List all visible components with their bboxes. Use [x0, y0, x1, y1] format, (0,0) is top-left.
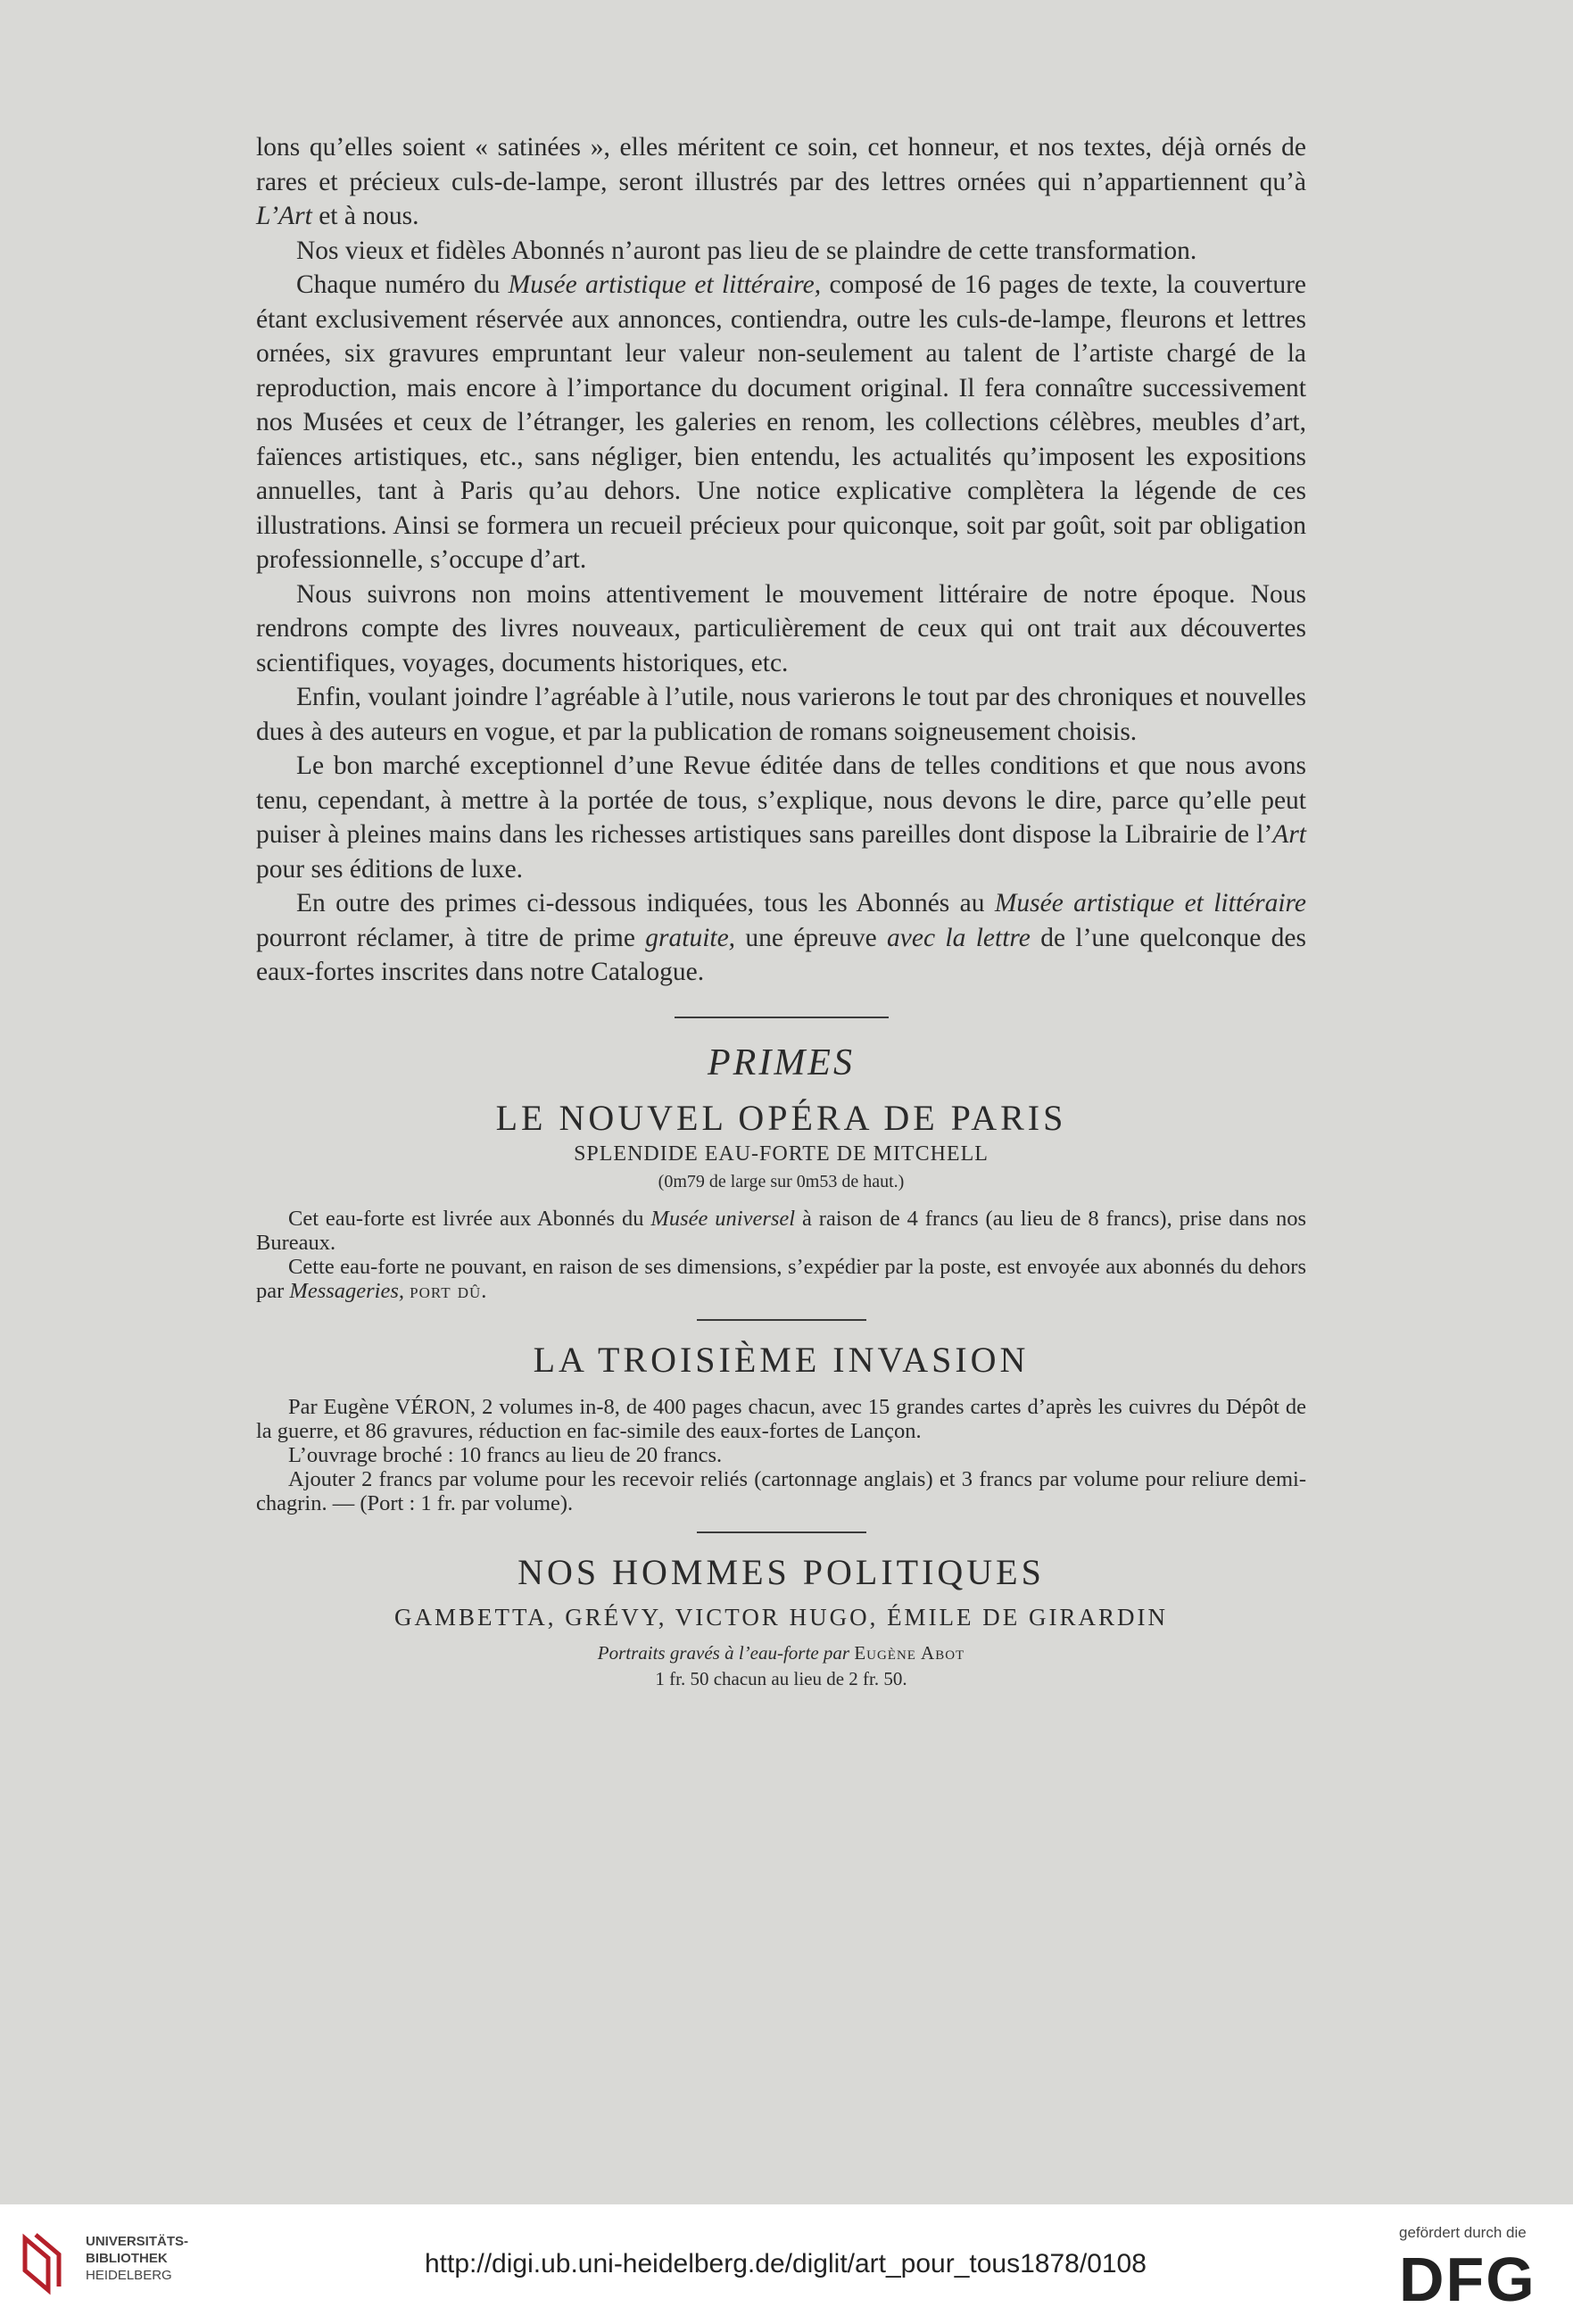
paragraph-5: Enfin, voulant joindre l’agréable à l’utile, nous varierons le tout par des chroniques et nouvelles dues à des auteurs en vogue, et par la publication de romans soigneusement choisis. [256, 683, 1306, 746]
dfg-logo: DFG [1399, 2245, 1536, 2314]
paragraph-3: Chaque numéro du Musée artistique et littéraire, composé de 16 pages de texte, la couverture étant exclusivement réservée aux annonces, contiendra, outre les culs-de-lampe, fleurons et lettres ornées, six gravures empruntant leur valeur non-seulement au talent de l’artiste chargé de la reproduction, mais encore à l’importance du document original. Il fera connaître successivement nos Musées et ceux de l’étranger, les galeries en renom, les collections célèbres, meubles d’art, faïences artistiques, etc., sans négliger, bien entendu, les actualités qu’imposent les expositions annuelles, tant à Paris qu’au dehors. Une notice explicative complètera la légende de ces illustrations. Ainsi se formera un recueil précieux pour quiconque, soit par goût, soit par obligation professionnelle, s’occupe d’art. [256, 270, 1306, 574]
italic-lart: L’Art [256, 202, 312, 230]
hommes-title: NOS HOMMES POLITIQUES [517, 1551, 1045, 1592]
divider [697, 1531, 866, 1533]
politicians-names: GAMBETTA, GRÉVY, VICTOR HUGO, ÉMILE DE GIRARDIN [393, 1603, 1169, 1631]
paragraph-6: Le bon marché exceptionnel d’une Revue éditée dans de telles conditions et que nous avons tenu, cependant, à mettre à la portée de tous, s’explique, nous devons le dire, parce qu’elle peut puiser à pleines mains dans les richesses artistiques sans pareilles dont dispose la Librairie de l’Art pour ses éditions de luxe. [256, 751, 1306, 884]
invasion-paragraph-1: Par Eugène VÉRON, 2 volumes in-8, de 400 pages chacun, avec 15 grandes cartes d’après les cuivres du Dépôt de la guerre, et 86 gravures, réduction en fac-simile des eaux-fortes de Lançon. [256, 1394, 1306, 1443]
paragraph-7: En outre des primes ci-dessous indiquées, tous les Abonnés au Musée artistique et littéraire pourront réclamer, à titre de prime gratuite, une épreuve avec la lettre de l’une quelconque des eaux-fortes inscrites dans notre Catalogue. [256, 889, 1307, 986]
source-url-link[interactable]: http://digi.ub.uni-heidelberg.de/diglit/art_pour_tous1878/0108 [425, 2249, 1147, 2278]
divider [675, 1017, 889, 1018]
invasion-paragraph-3: Ajouter 2 francs par volume pour les recevoir reliés (cartonnage anglais) et 3 francs par volume pour reliure demi-chagrin. — (Port : 1 fr. par volume). [256, 1466, 1306, 1515]
paragraph-2: Nos vieux et fidèles Abonnés n’auront pas lieu de se plaindre de cette transformation. [296, 236, 1197, 265]
primes-heading: PRIMES [708, 1042, 855, 1083]
opera-dimensions: (0m79 de large sur 0m53 de haut.) [658, 1171, 905, 1191]
university-logo-icon [21, 2231, 75, 2295]
funding-label: gefördert durch die [1399, 2224, 1527, 2241]
invasion-title: LA TROISIÈME INVASION [533, 1339, 1030, 1380]
opera-subtitle: SPLENDIDE EAU-FORTE DE MITCHELL [574, 1141, 989, 1166]
paragraph-1: lons qu’elles soient « satinées », elles méritent ce soin, cet honneur, et nos textes, déjà ornés de rares et précieux culs-de-lampe, seront illustrés par des lettres ornées qui n’appartiennent qu’à L’Art et à nous. [256, 133, 1306, 230]
text-column [256, 130, 1306, 1690]
university-name: UNIVERSITÄTS- BIBLIOTHEK HEIDELBERG [86, 2234, 189, 2283]
paragraph-4: Nous suivrons non moins attentivement le mouvement littéraire de notre époque. Nous rendrons compte des livres nouveaux, particulièrement de ceux qui ont trait aux découvertes scientifiques, voyages, documents historiques, etc. [256, 579, 1306, 677]
footer-bar [0, 2204, 1573, 2324]
portrait-price: 1 fr. 50 chacun au lieu de 2 fr. 50. [655, 1667, 907, 1689]
opera-paragraph-2: Cette eau-forte ne pouvant, en raison de ses dimensions, s’expédier par la poste, est envoyée aux abonnés du dehors par Messageries, port dû. [256, 1254, 1306, 1303]
opera-title: LE NOUVEL OPÉRA DE PARIS [495, 1097, 1067, 1138]
portrait-credit: Portraits gravés à l’eau-forte par Eugène Abot [597, 1641, 965, 1664]
divider [697, 1319, 866, 1321]
invasion-paragraph-2: L’ouvrage broché : 10 francs au lieu de 20 francs. [288, 1442, 723, 1467]
opera-paragraph-1: Cet eau-forte est livrée aux Abonnés du Musée universel à raison de 4 francs (au lieu de 8 francs), prise dans nos Bureaux. [256, 1206, 1307, 1255]
